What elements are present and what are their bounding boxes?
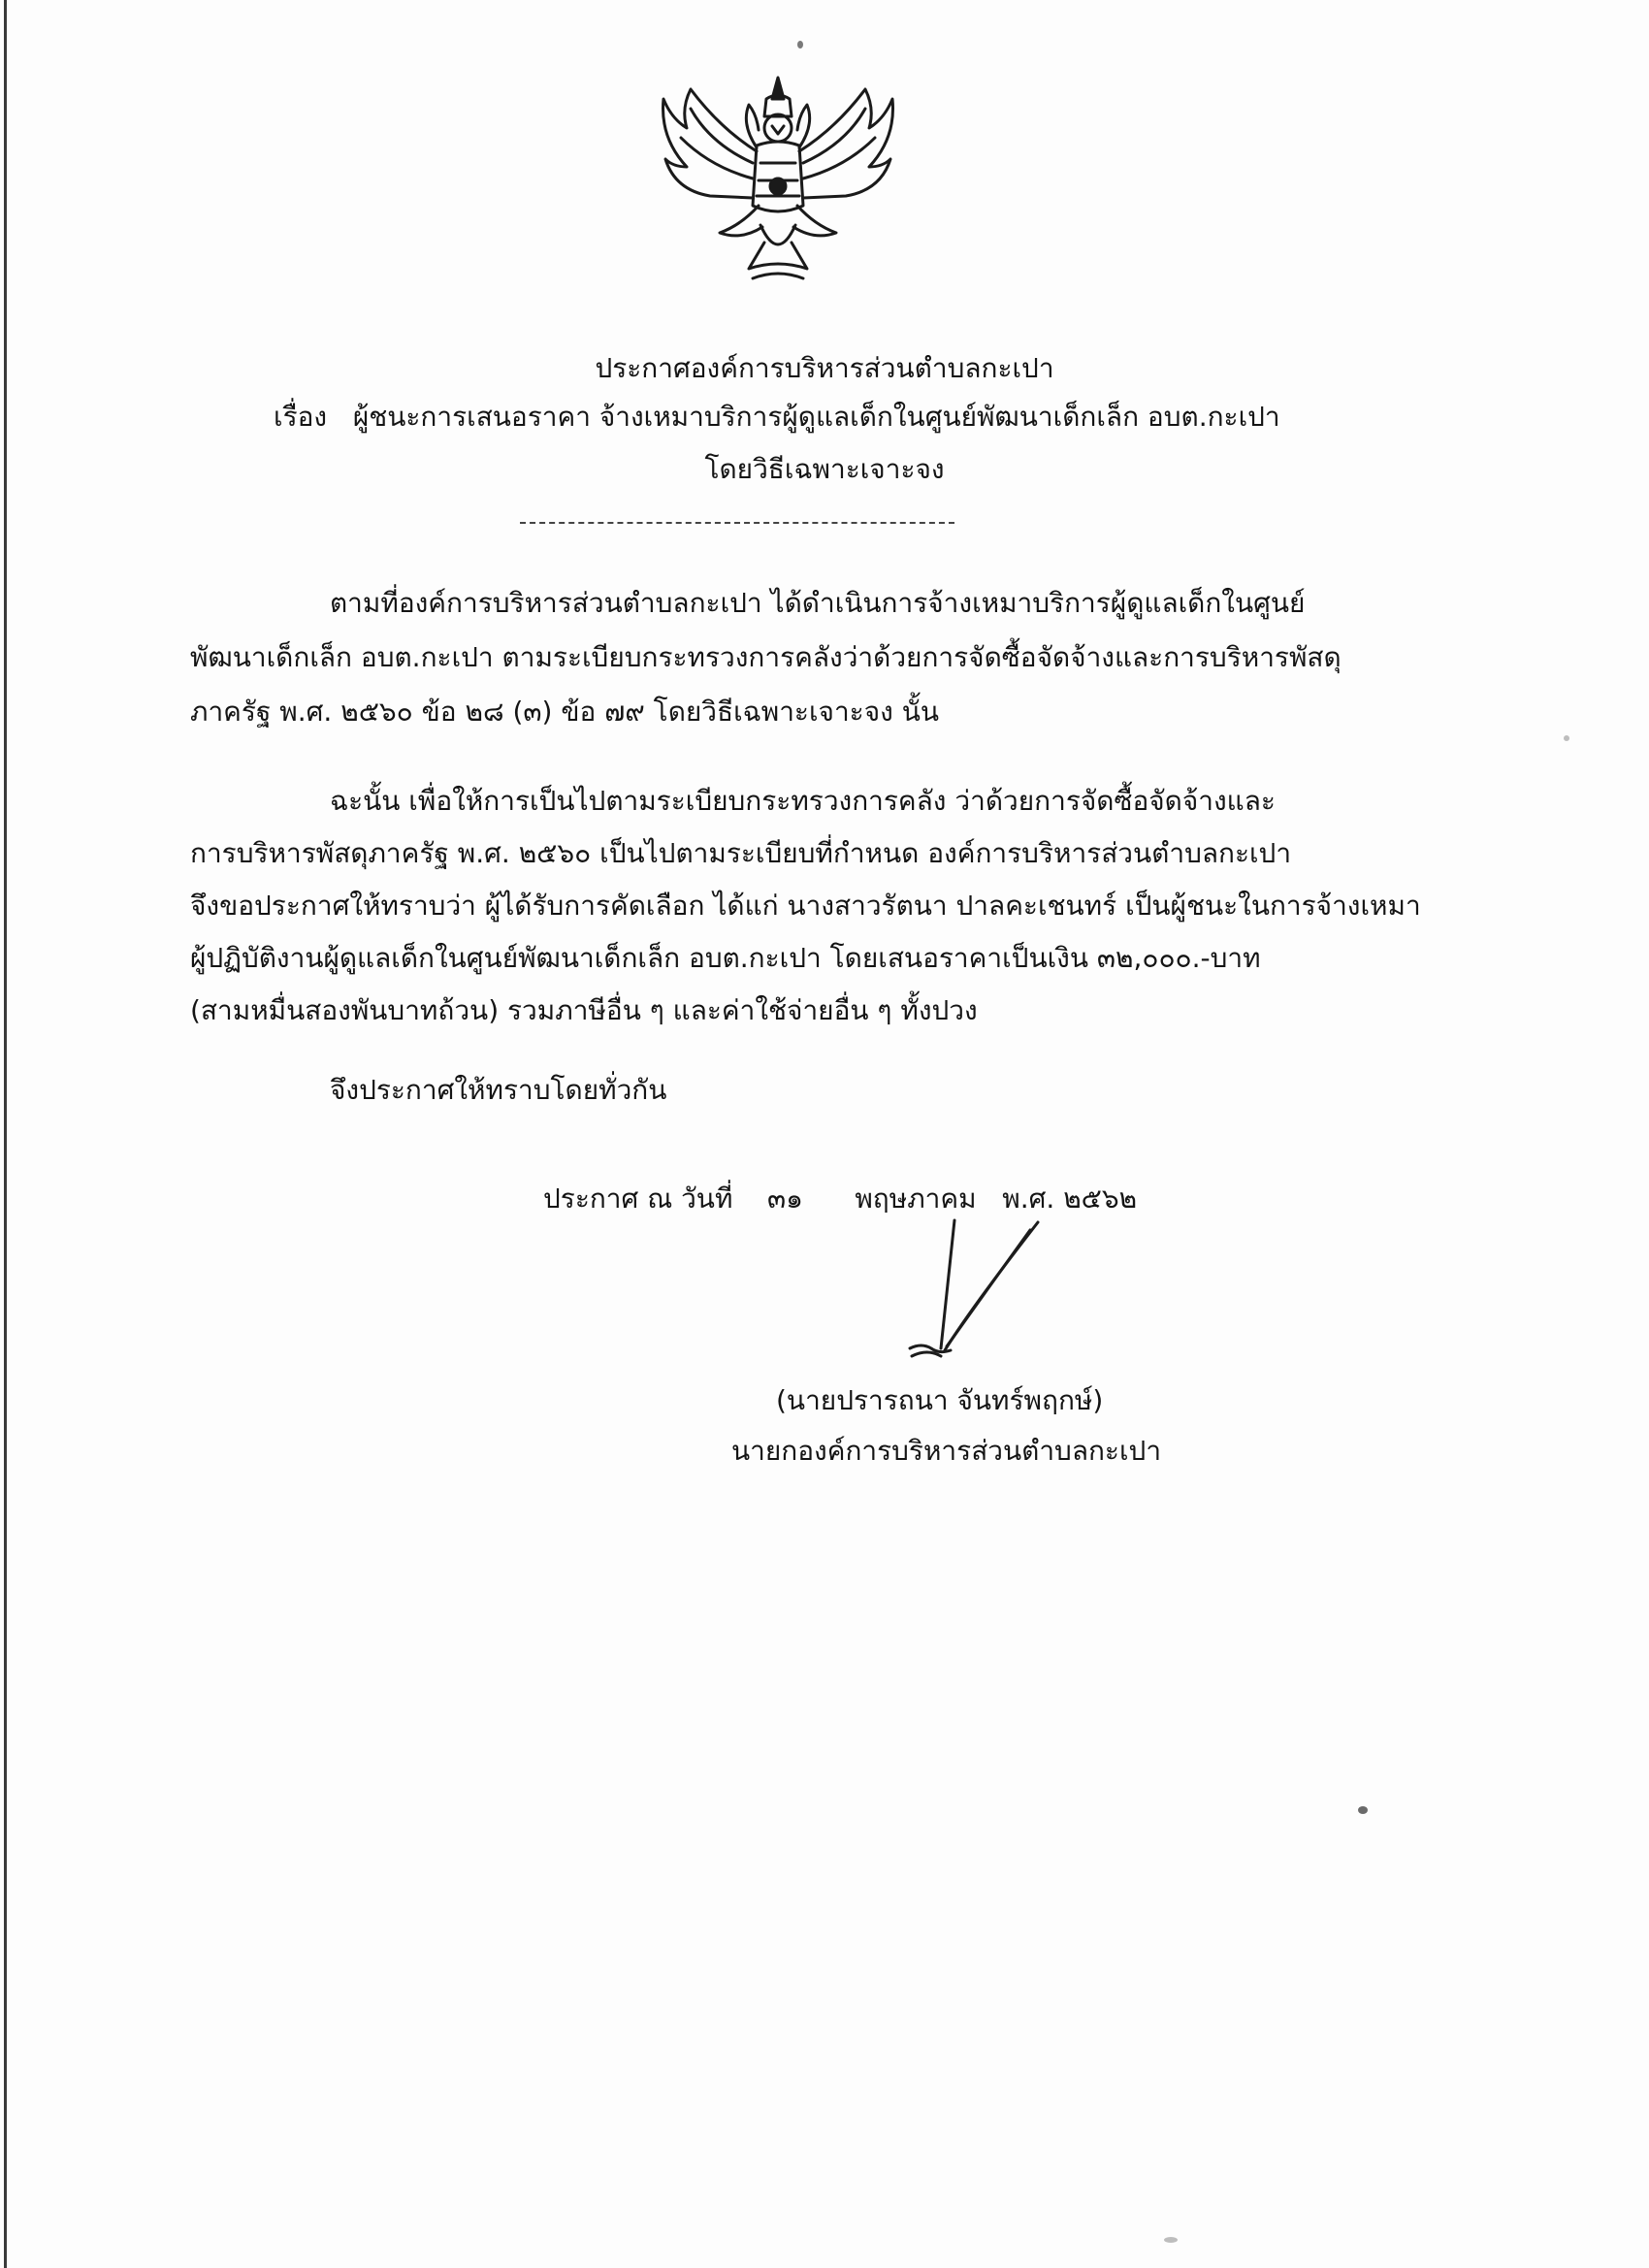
signatory-position: นายกองค์การบริหารส่วนตำบลกะเปา bbox=[731, 1435, 1162, 1467]
date-month: พฤษภาคม bbox=[855, 1183, 977, 1215]
para2-line-1: ฉะนั้น เพื่อให้การเป็นไปตามระเบียบกระทรวงการคลัง ว่าด้วยการจัดซื้อจัดจ้างและ bbox=[330, 785, 1276, 817]
date-prefix: ประกาศ ณ วันที่ bbox=[543, 1183, 733, 1215]
header-divider bbox=[520, 522, 954, 524]
scan-edge bbox=[4, 0, 7, 2268]
para2-line-2: การบริหารพัสดุภาครัฐ พ.ศ. ๒๕๖๐ เป็นไปตามระเบียบที่กำหนด องค์การบริหารส่วนตำบลกะเปา bbox=[190, 837, 1292, 869]
para1-line-3: ภาครัฐ พ.ศ. ๒๕๖๐ ข้อ ๒๘ (๓) ข้อ ๗๙ โดยวิธีเฉพาะเจาะจง นั้น bbox=[190, 696, 939, 728]
subject-text: ผู้ชนะการเสนอราคา จ้างเหมาบริการผู้ดูแลเด็กในศูนย์พัฒนาเด็กเล็ก อบต.กะเปา bbox=[352, 401, 1280, 433]
procurement-method: โดยวิธีเฉพาะเจาะจง bbox=[704, 453, 945, 485]
subject-label: เรื่อง bbox=[274, 401, 328, 433]
para1-line-1: ตามที่องค์การบริหารส่วนตำบลกะเปา ได้ดำเนินการจ้างเหมาบริการผู้ดูแลเด็กในศูนย์ bbox=[330, 587, 1306, 619]
scan-speck bbox=[1164, 2237, 1178, 2243]
para2-line-3: จึงขอประกาศให้ทราบว่า ผู้ได้รับการคัดเลือก ได้แก่ นางสาวรัตนา ปาลคะเชนทร์ เป็นผู้ชนะในการจ้างเหมา bbox=[190, 890, 1421, 922]
closing-statement: จึงประกาศให้ทราบโดยทั่วกัน bbox=[330, 1074, 667, 1106]
date-year: พ.ศ. ๒๕๖๒ bbox=[1002, 1183, 1138, 1215]
date-day: ๓๑ bbox=[767, 1183, 803, 1215]
para2-line-5: (สามหมื่นสองพันบาทถ้วน) รวมภาษีอื่น ๆ และค่าใช้จ่ายอื่น ๆ ทั้งปวง bbox=[190, 994, 978, 1026]
para1-line-2: พัฒนาเด็กเล็ก อบต.กะเปา ตามระเบียบกระทรวงการคลังว่าด้วยการจัดซื้อจัดจ้างและการบริหารพัสดุ bbox=[190, 641, 1342, 673]
scan-speck bbox=[1358, 1806, 1368, 1814]
scan-speck bbox=[1564, 735, 1569, 741]
announcement-title: ประกาศองค์การบริหารส่วนตำบลกะเปา bbox=[595, 352, 1054, 384]
para2-line-4: ผู้ปฏิบัติงานผู้ดูแลเด็กในศูนย์พัฒนาเด็กเล็ก อบต.กะเปา โดยเสนอราคาเป็นเงิน ๓๒,๐๐๐.-บาท bbox=[190, 942, 1261, 974]
signature-icon bbox=[883, 1203, 1057, 1377]
scan-speck bbox=[797, 41, 803, 49]
signatory-name: (นายปรารถนา จันทร์พฤกษ์) bbox=[776, 1384, 1104, 1416]
subject-line bbox=[274, 400, 1280, 435]
garuda-emblem-icon bbox=[652, 70, 904, 288]
